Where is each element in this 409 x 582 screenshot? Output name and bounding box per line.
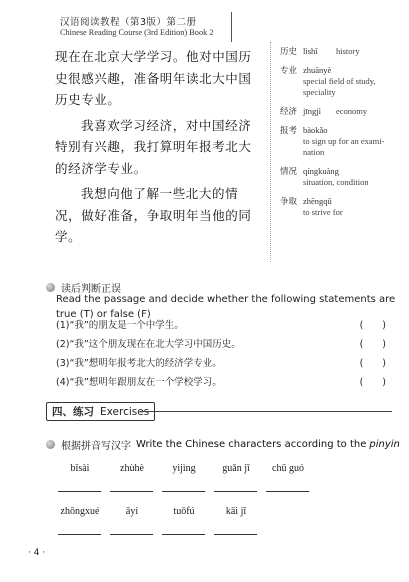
exercises-heading-cn: 四、练习 bbox=[52, 406, 94, 418]
section-title-em: pinyin bbox=[369, 439, 400, 450]
exercises-heading-en: Exercises bbox=[100, 405, 150, 418]
vocab-item bbox=[280, 125, 405, 158]
statement-text: (3)“我”想明年报考北大的经济学专业。 bbox=[56, 358, 222, 369]
vocab-pinyin: bàokǎo bbox=[303, 125, 328, 135]
tf-statement bbox=[56, 355, 386, 369]
column-divider bbox=[270, 42, 271, 262]
statement-text: (1)“我”的朋友是一个中学生。 bbox=[56, 320, 184, 331]
tf-statement bbox=[56, 317, 386, 331]
answer-line[interactable] bbox=[214, 534, 257, 535]
vocab-hanzi: 历史 bbox=[280, 46, 298, 56]
vocab-item bbox=[280, 106, 405, 117]
pinyin-prompt: kāi jǐ bbox=[225, 506, 247, 517]
pinyin-prompt: bǐsài bbox=[70, 463, 90, 474]
section-instruction: Read the passage and decide whether the following statements are true (T) or false (F) bbox=[56, 294, 396, 320]
answer-line[interactable] bbox=[110, 534, 153, 535]
vocab-pinyin: jīngjì bbox=[303, 106, 321, 116]
answer-line[interactable] bbox=[162, 534, 205, 535]
tf-statement bbox=[56, 374, 386, 388]
answer-blank[interactable]: ( ) bbox=[359, 339, 386, 350]
vocab-item bbox=[280, 196, 405, 218]
passage-paragraph: 现在在北京大学学习。他对中国历史很感兴趣，准备明年读北大中国历史专业。 bbox=[55, 49, 252, 107]
vocab-pinyin: lìshǐ bbox=[303, 46, 318, 56]
header-title-cn: 汉语阅读教程（第3版）第二册 bbox=[60, 17, 197, 28]
answer-line[interactable] bbox=[110, 491, 153, 492]
page-number: · 4 · bbox=[28, 548, 46, 558]
vocab-hanzi: 情况 bbox=[280, 166, 298, 176]
vocab-english: to sign up for an exami- bbox=[303, 136, 385, 146]
answer-line[interactable] bbox=[266, 491, 309, 492]
vocabulary-list bbox=[280, 46, 405, 226]
vocab-english: to strive for bbox=[303, 207, 343, 217]
answer-line[interactable] bbox=[214, 491, 257, 492]
answer-line[interactable] bbox=[58, 491, 101, 492]
pinyin-prompt: chū guó bbox=[272, 463, 304, 474]
section-title-cn: 根据拼音写汉字 bbox=[61, 441, 131, 452]
vocab-english: situation, condition bbox=[303, 177, 369, 187]
pinyin-prompt: zhōngxué bbox=[60, 506, 100, 517]
passage-paragraph: 我想向他了解一些北大的情况，做好准备，争取明年当他的同学。 bbox=[55, 186, 252, 244]
vocab-hanzi: 经济 bbox=[280, 106, 298, 116]
section-title-en: Write the Chinese characters according to the bbox=[136, 439, 367, 450]
vocab-item bbox=[280, 65, 405, 98]
vocab-hanzi: 报考 bbox=[280, 125, 298, 135]
pinyin-prompt: yìjìng bbox=[172, 463, 196, 474]
section-pinyin-title bbox=[46, 437, 400, 452]
vocab-item bbox=[280, 46, 405, 57]
section-title-text: 读后判断正误 bbox=[61, 284, 121, 295]
pinyin-prompt: zhùhè bbox=[120, 463, 144, 474]
pinyin-prompt: āyí bbox=[125, 506, 139, 517]
vocab-english: economy bbox=[336, 106, 368, 116]
exercises-banner bbox=[46, 402, 392, 421]
reading-passage bbox=[55, 46, 263, 250]
vocab-item bbox=[280, 166, 405, 188]
pinyin-prompt: guǎn jǐ bbox=[222, 463, 250, 474]
vocab-hanzi: 争取 bbox=[280, 196, 298, 206]
vocab-pinyin: zhēngqǔ bbox=[303, 196, 332, 206]
vocab-pinyin: zhuānyè bbox=[303, 65, 332, 75]
vocab-hanzi: 专业 bbox=[280, 65, 298, 75]
heading-rule bbox=[140, 411, 392, 412]
vocab-english-cont: nation bbox=[303, 147, 325, 157]
answer-blank[interactable]: ( ) bbox=[359, 358, 386, 369]
bullet-icon bbox=[46, 283, 55, 292]
running-header bbox=[56, 12, 232, 42]
vocab-pinyin: qíngkuàng bbox=[303, 166, 339, 176]
header-title-en: Chinese Reading Course (3rd Edition) Book 2 bbox=[60, 28, 214, 37]
statement-text: (4)“我”想明年跟朋友在一个学校学习。 bbox=[56, 377, 222, 388]
tf-statement bbox=[56, 336, 386, 350]
answer-line[interactable] bbox=[58, 534, 101, 535]
answer-line[interactable] bbox=[162, 491, 205, 492]
answer-blank[interactable]: ( ) bbox=[359, 320, 386, 331]
vocab-english-cont: speciality bbox=[303, 87, 336, 97]
bullet-icon bbox=[46, 440, 55, 449]
vocab-english: history bbox=[336, 46, 360, 56]
vocab-english: special field of study, bbox=[303, 76, 376, 86]
exercises-heading bbox=[46, 402, 155, 421]
passage-paragraph: 我喜欢学习经济，对中国经济特别有兴趣，我打算明年报考北大的经济学专业。 bbox=[55, 117, 252, 176]
pinyin-prompt: tuōfú bbox=[173, 506, 195, 517]
statement-text: (2)“我”这个朋友现在在北大学习中国历史。 bbox=[56, 339, 241, 350]
answer-blank[interactable]: ( ) bbox=[359, 377, 386, 388]
